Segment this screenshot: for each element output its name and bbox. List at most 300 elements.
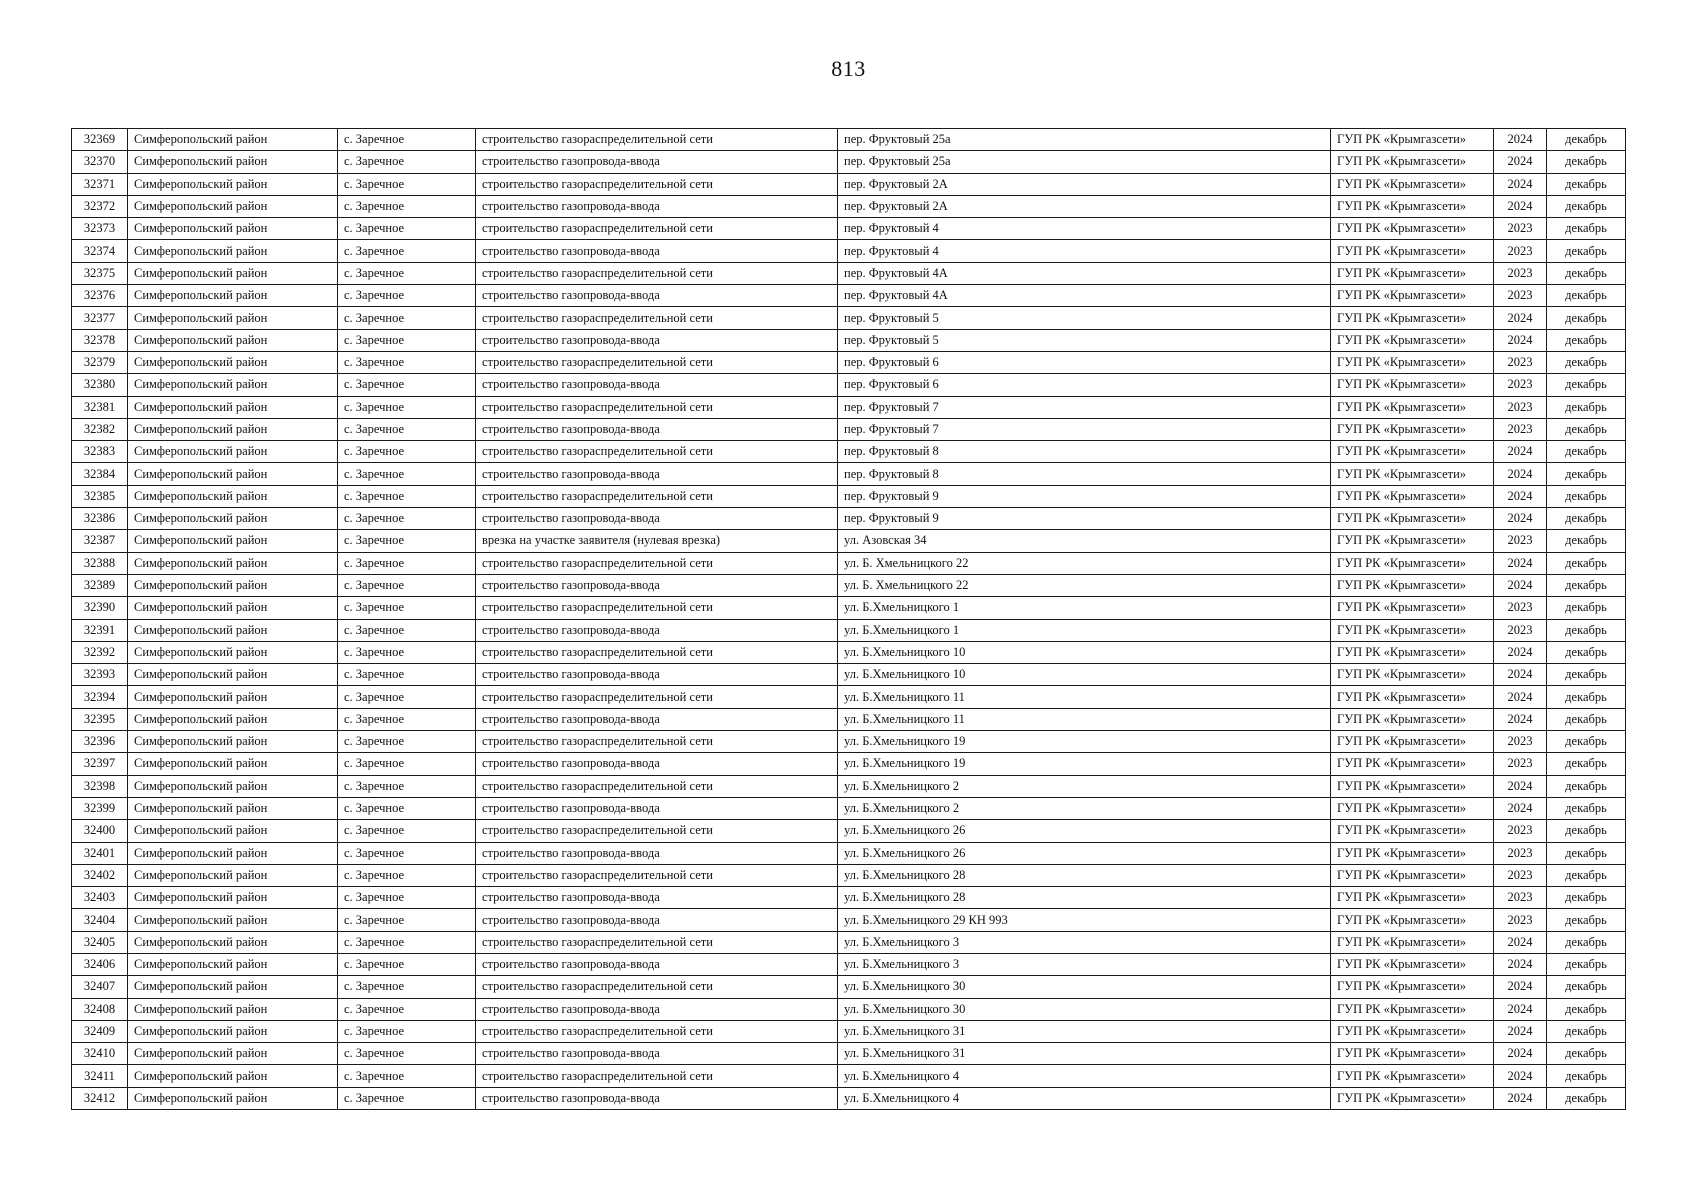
cell-organization: ГУП РК «Крымгазсети» xyxy=(1331,887,1494,909)
cell-address: ул. Азовская 34 xyxy=(838,530,1331,552)
table-row xyxy=(72,931,1626,953)
cell-address: ул. Б.Хмельницкого 31 xyxy=(838,1043,1331,1065)
cell-work-type: строительство газопровода-ввода xyxy=(476,329,838,351)
cell-settlement: с. Заречное xyxy=(338,619,476,641)
cell-work-type: строительство газопровода-ввода xyxy=(476,418,838,440)
table-row xyxy=(72,753,1626,775)
cell-row-number: 32384 xyxy=(72,463,128,485)
cell-organization: ГУП РК «Крымгазсети» xyxy=(1331,686,1494,708)
cell-year: 2024 xyxy=(1494,686,1547,708)
cell-year: 2024 xyxy=(1494,195,1547,217)
cell-district: Симферопольский район xyxy=(128,307,338,329)
table-row xyxy=(72,441,1626,463)
cell-district: Симферопольский район xyxy=(128,753,338,775)
cell-organization: ГУП РК «Крымгазсети» xyxy=(1331,1065,1494,1087)
cell-settlement: с. Заречное xyxy=(338,173,476,195)
cell-year: 2024 xyxy=(1494,708,1547,730)
cell-year: 2024 xyxy=(1494,953,1547,975)
cell-organization: ГУП РК «Крымгазсети» xyxy=(1331,240,1494,262)
cell-address: пер. Фруктовый 2А xyxy=(838,173,1331,195)
cell-row-number: 32407 xyxy=(72,976,128,998)
table-row xyxy=(72,998,1626,1020)
cell-year: 2024 xyxy=(1494,463,1547,485)
cell-address: ул. Б.Хмельницкого 29 КН 993 xyxy=(838,909,1331,931)
cell-month: декабрь xyxy=(1547,887,1626,909)
cell-month: декабрь xyxy=(1547,797,1626,819)
cell-district: Симферопольский район xyxy=(128,173,338,195)
cell-settlement: с. Заречное xyxy=(338,195,476,217)
cell-district: Симферопольский район xyxy=(128,797,338,819)
cell-district: Симферопольский район xyxy=(128,574,338,596)
cell-month: декабрь xyxy=(1547,508,1626,530)
cell-row-number: 32399 xyxy=(72,797,128,819)
table-row xyxy=(72,953,1626,975)
cell-address: ул. Б.Хмельницкого 4 xyxy=(838,1087,1331,1109)
cell-work-type: строительство газораспределительной сети xyxy=(476,731,838,753)
cell-organization: ГУП РК «Крымгазсети» xyxy=(1331,753,1494,775)
cell-district: Симферопольский район xyxy=(128,1020,338,1042)
cell-work-type: строительство газораспределительной сети xyxy=(476,129,838,151)
table-row xyxy=(72,485,1626,507)
cell-organization: ГУП РК «Крымгазсети» xyxy=(1331,463,1494,485)
cell-organization: ГУП РК «Крымгазсети» xyxy=(1331,998,1494,1020)
table-row xyxy=(72,418,1626,440)
cell-address: ул. Б.Хмельницкого 1 xyxy=(838,619,1331,641)
cell-year: 2024 xyxy=(1494,641,1547,663)
cell-row-number: 32406 xyxy=(72,953,128,975)
cell-month: декабрь xyxy=(1547,285,1626,307)
cell-organization: ГУП РК «Крымгазсети» xyxy=(1331,775,1494,797)
cell-organization: ГУП РК «Крымгазсети» xyxy=(1331,597,1494,619)
cell-organization: ГУП РК «Крымгазсети» xyxy=(1331,931,1494,953)
cell-settlement: с. Заречное xyxy=(338,374,476,396)
cell-address: ул. Б.Хмельницкого 28 xyxy=(838,864,1331,886)
cell-month: декабрь xyxy=(1547,574,1626,596)
cell-month: декабрь xyxy=(1547,976,1626,998)
cell-district: Симферопольский район xyxy=(128,1087,338,1109)
cell-year: 2023 xyxy=(1494,597,1547,619)
cell-organization: ГУП РК «Крымгазсети» xyxy=(1331,441,1494,463)
cell-work-type: строительство газораспределительной сети xyxy=(476,820,838,842)
cell-work-type: врезка на участке заявителя (нулевая врезка) xyxy=(476,530,838,552)
cell-work-type: строительство газораспределительной сети xyxy=(476,686,838,708)
cell-district: Симферопольский район xyxy=(128,619,338,641)
cell-district: Симферопольский район xyxy=(128,218,338,240)
cell-district: Симферопольский район xyxy=(128,396,338,418)
cell-row-number: 32369 xyxy=(72,129,128,151)
cell-organization: ГУП РК «Крымгазсети» xyxy=(1331,374,1494,396)
cell-row-number: 32393 xyxy=(72,664,128,686)
registry-body xyxy=(72,129,1626,1110)
cell-organization: ГУП РК «Крымгазсети» xyxy=(1331,664,1494,686)
cell-month: декабрь xyxy=(1547,552,1626,574)
cell-address: ул. Б.Хмельницкого 2 xyxy=(838,775,1331,797)
cell-district: Симферопольский район xyxy=(128,195,338,217)
cell-work-type: строительство газопровода-ввода xyxy=(476,842,838,864)
cell-address: пер. Фруктовый 4 xyxy=(838,240,1331,262)
cell-month: декабрь xyxy=(1547,396,1626,418)
cell-district: Симферопольский район xyxy=(128,708,338,730)
cell-year: 2024 xyxy=(1494,329,1547,351)
cell-organization: ГУП РК «Крымгазсети» xyxy=(1331,418,1494,440)
cell-work-type: строительство газопровода-ввода xyxy=(476,195,838,217)
table-row xyxy=(72,329,1626,351)
table-row xyxy=(72,574,1626,596)
cell-organization: ГУП РК «Крымгазсети» xyxy=(1331,307,1494,329)
cell-address: ул. Б.Хмельницкого 26 xyxy=(838,842,1331,864)
cell-month: декабрь xyxy=(1547,753,1626,775)
cell-work-type: строительство газораспределительной сети xyxy=(476,976,838,998)
cell-year: 2023 xyxy=(1494,530,1547,552)
cell-row-number: 32387 xyxy=(72,530,128,552)
cell-row-number: 32389 xyxy=(72,574,128,596)
cell-row-number: 32385 xyxy=(72,485,128,507)
cell-address: ул. Б.Хмельницкого 31 xyxy=(838,1020,1331,1042)
cell-organization: ГУП РК «Крымгазсети» xyxy=(1331,508,1494,530)
table-row xyxy=(72,641,1626,663)
cell-row-number: 32383 xyxy=(72,441,128,463)
cell-year: 2024 xyxy=(1494,775,1547,797)
cell-address: пер. Фруктовый 7 xyxy=(838,418,1331,440)
cell-district: Симферопольский район xyxy=(128,931,338,953)
cell-settlement: с. Заречное xyxy=(338,931,476,953)
cell-row-number: 32380 xyxy=(72,374,128,396)
cell-year: 2024 xyxy=(1494,1043,1547,1065)
table-row xyxy=(72,173,1626,195)
cell-settlement: с. Заречное xyxy=(338,552,476,574)
cell-district: Симферопольский район xyxy=(128,351,338,373)
cell-settlement: с. Заречное xyxy=(338,1020,476,1042)
cell-month: декабрь xyxy=(1547,463,1626,485)
cell-organization: ГУП РК «Крымгазсети» xyxy=(1331,1087,1494,1109)
cell-district: Симферопольский район xyxy=(128,887,338,909)
cell-row-number: 32386 xyxy=(72,508,128,530)
cell-settlement: с. Заречное xyxy=(338,708,476,730)
cell-year: 2024 xyxy=(1494,931,1547,953)
cell-work-type: строительство газораспределительной сети xyxy=(476,1020,838,1042)
cell-month: декабрь xyxy=(1547,173,1626,195)
cell-district: Симферопольский район xyxy=(128,731,338,753)
cell-year: 2024 xyxy=(1494,998,1547,1020)
cell-district: Симферопольский район xyxy=(128,262,338,284)
cell-month: декабрь xyxy=(1547,909,1626,931)
cell-month: декабрь xyxy=(1547,1087,1626,1109)
cell-month: декабрь xyxy=(1547,931,1626,953)
cell-row-number: 32372 xyxy=(72,195,128,217)
cell-month: декабрь xyxy=(1547,641,1626,663)
cell-row-number: 32382 xyxy=(72,418,128,440)
cell-year: 2024 xyxy=(1494,574,1547,596)
cell-district: Симферопольский район xyxy=(128,441,338,463)
cell-work-type: строительство газораспределительной сети xyxy=(476,262,838,284)
cell-settlement: с. Заречное xyxy=(338,574,476,596)
cell-month: декабрь xyxy=(1547,240,1626,262)
cell-row-number: 32370 xyxy=(72,151,128,173)
cell-month: декабрь xyxy=(1547,530,1626,552)
cell-row-number: 32381 xyxy=(72,396,128,418)
cell-address: пер. Фруктовый 4А xyxy=(838,285,1331,307)
cell-row-number: 32388 xyxy=(72,552,128,574)
cell-settlement: с. Заречное xyxy=(338,641,476,663)
cell-work-type: строительство газопровода-ввода xyxy=(476,664,838,686)
cell-settlement: с. Заречное xyxy=(338,351,476,373)
cell-settlement: с. Заречное xyxy=(338,775,476,797)
cell-month: декабрь xyxy=(1547,1020,1626,1042)
cell-row-number: 32390 xyxy=(72,597,128,619)
cell-work-type: строительство газораспределительной сети xyxy=(476,441,838,463)
cell-address: ул. Б.Хмельницкого 3 xyxy=(838,931,1331,953)
cell-row-number: 32405 xyxy=(72,931,128,953)
table-row xyxy=(72,285,1626,307)
cell-month: декабрь xyxy=(1547,864,1626,886)
cell-settlement: с. Заречное xyxy=(338,396,476,418)
table-row xyxy=(72,1043,1626,1065)
cell-row-number: 32404 xyxy=(72,909,128,931)
cell-year: 2023 xyxy=(1494,285,1547,307)
cell-district: Симферопольский район xyxy=(128,909,338,931)
cell-organization: ГУП РК «Крымгазсети» xyxy=(1331,708,1494,730)
cell-settlement: с. Заречное xyxy=(338,307,476,329)
cell-organization: ГУП РК «Крымгазсети» xyxy=(1331,864,1494,886)
table-row xyxy=(72,218,1626,240)
cell-year: 2024 xyxy=(1494,151,1547,173)
cell-settlement: с. Заречное xyxy=(338,998,476,1020)
cell-row-number: 32373 xyxy=(72,218,128,240)
cell-district: Симферопольский район xyxy=(128,530,338,552)
cell-address: пер. Фруктовый 25а xyxy=(838,151,1331,173)
cell-month: декабрь xyxy=(1547,775,1626,797)
cell-organization: ГУП РК «Крымгазсети» xyxy=(1331,976,1494,998)
table-row xyxy=(72,619,1626,641)
table-row xyxy=(72,508,1626,530)
cell-work-type: строительство газопровода-ввода xyxy=(476,753,838,775)
cell-district: Симферопольский район xyxy=(128,686,338,708)
cell-year: 2023 xyxy=(1494,218,1547,240)
cell-work-type: строительство газораспределительной сети xyxy=(476,396,838,418)
cell-address: пер. Фруктовый 9 xyxy=(838,485,1331,507)
cell-district: Симферопольский район xyxy=(128,485,338,507)
table-row xyxy=(72,820,1626,842)
cell-organization: ГУП РК «Крымгазсети» xyxy=(1331,953,1494,975)
cell-address: ул. Б.Хмельницкого 1 xyxy=(838,597,1331,619)
cell-month: декабрь xyxy=(1547,262,1626,284)
cell-address: ул. Б.Хмельницкого 28 xyxy=(838,887,1331,909)
cell-year: 2024 xyxy=(1494,1087,1547,1109)
cell-year: 2023 xyxy=(1494,909,1547,931)
cell-address: пер. Фруктовый 6 xyxy=(838,351,1331,373)
cell-year: 2023 xyxy=(1494,731,1547,753)
cell-address: пер. Фруктовый 8 xyxy=(838,441,1331,463)
table-row xyxy=(72,1065,1626,1087)
cell-month: декабрь xyxy=(1547,597,1626,619)
cell-settlement: с. Заречное xyxy=(338,418,476,440)
cell-work-type: строительство газопровода-ввода xyxy=(476,909,838,931)
table-row xyxy=(72,195,1626,217)
cell-district: Симферопольский район xyxy=(128,842,338,864)
table-row xyxy=(72,597,1626,619)
cell-row-number: 32396 xyxy=(72,731,128,753)
table-row xyxy=(72,240,1626,262)
cell-address: пер. Фруктовый 5 xyxy=(838,307,1331,329)
cell-address: ул. Б.Хмельницкого 4 xyxy=(838,1065,1331,1087)
cell-year: 2024 xyxy=(1494,797,1547,819)
table-row xyxy=(72,307,1626,329)
table-row xyxy=(72,664,1626,686)
cell-district: Симферопольский район xyxy=(128,976,338,998)
cell-row-number: 32398 xyxy=(72,775,128,797)
cell-settlement: с. Заречное xyxy=(338,262,476,284)
table-row xyxy=(72,731,1626,753)
cell-work-type: строительство газопровода-ввода xyxy=(476,240,838,262)
cell-month: декабрь xyxy=(1547,351,1626,373)
cell-address: ул. Б.Хмельницкого 10 xyxy=(838,664,1331,686)
cell-row-number: 32400 xyxy=(72,820,128,842)
cell-organization: ГУП РК «Крымгазсети» xyxy=(1331,129,1494,151)
cell-settlement: с. Заречное xyxy=(338,953,476,975)
cell-district: Симферопольский район xyxy=(128,508,338,530)
cell-organization: ГУП РК «Крымгазсети» xyxy=(1331,195,1494,217)
cell-settlement: с. Заречное xyxy=(338,887,476,909)
table-row xyxy=(72,909,1626,931)
cell-year: 2023 xyxy=(1494,887,1547,909)
cell-year: 2024 xyxy=(1494,1065,1547,1087)
cell-district: Симферопольский район xyxy=(128,820,338,842)
cell-organization: ГУП РК «Крымгазсети» xyxy=(1331,731,1494,753)
cell-address: ул. Б.Хмельницкого 30 xyxy=(838,998,1331,1020)
cell-year: 2024 xyxy=(1494,552,1547,574)
cell-address: ул. Б.Хмельницкого 30 xyxy=(838,976,1331,998)
table-row xyxy=(72,864,1626,886)
cell-address: пер. Фруктовый 25а xyxy=(838,129,1331,151)
cell-address: пер. Фруктовый 6 xyxy=(838,374,1331,396)
cell-row-number: 32395 xyxy=(72,708,128,730)
cell-district: Симферопольский район xyxy=(128,129,338,151)
cell-address: ул. Б.Хмельницкого 2 xyxy=(838,797,1331,819)
table-row xyxy=(72,775,1626,797)
cell-address: ул. Б.Хмельницкого 26 xyxy=(838,820,1331,842)
cell-work-type: строительство газопровода-ввода xyxy=(476,151,838,173)
cell-address: ул. Б.Хмельницкого 11 xyxy=(838,686,1331,708)
cell-settlement: с. Заречное xyxy=(338,864,476,886)
cell-district: Симферопольский район xyxy=(128,151,338,173)
cell-year: 2023 xyxy=(1494,820,1547,842)
cell-month: декабрь xyxy=(1547,820,1626,842)
cell-month: декабрь xyxy=(1547,842,1626,864)
table-row xyxy=(72,129,1626,151)
cell-settlement: с. Заречное xyxy=(338,731,476,753)
cell-month: декабрь xyxy=(1547,664,1626,686)
cell-organization: ГУП РК «Крымгазсети» xyxy=(1331,151,1494,173)
cell-work-type: строительство газопровода-ввода xyxy=(476,374,838,396)
cell-organization: ГУП РК «Крымгазсети» xyxy=(1331,909,1494,931)
cell-row-number: 32391 xyxy=(72,619,128,641)
cell-work-type: строительство газопровода-ввода xyxy=(476,1043,838,1065)
cell-year: 2024 xyxy=(1494,307,1547,329)
table-row xyxy=(72,374,1626,396)
cell-work-type: строительство газопровода-ввода xyxy=(476,887,838,909)
cell-organization: ГУП РК «Крымгазсети» xyxy=(1331,173,1494,195)
cell-settlement: с. Заречное xyxy=(338,285,476,307)
cell-address: ул. Б.Хмельницкого 10 xyxy=(838,641,1331,663)
gas-connection-registry-table xyxy=(71,128,1626,1110)
cell-organization: ГУП РК «Крымгазсети» xyxy=(1331,797,1494,819)
table-row xyxy=(72,552,1626,574)
cell-district: Симферопольский район xyxy=(128,998,338,1020)
cell-month: декабрь xyxy=(1547,731,1626,753)
cell-settlement: с. Заречное xyxy=(338,597,476,619)
cell-settlement: с. Заречное xyxy=(338,1065,476,1087)
cell-row-number: 32408 xyxy=(72,998,128,1020)
cell-year: 2024 xyxy=(1494,664,1547,686)
cell-row-number: 32392 xyxy=(72,641,128,663)
cell-address: ул. Б.Хмельницкого 11 xyxy=(838,708,1331,730)
cell-organization: ГУП РК «Крымгазсети» xyxy=(1331,641,1494,663)
cell-address: пер. Фруктовый 7 xyxy=(838,396,1331,418)
cell-settlement: с. Заречное xyxy=(338,151,476,173)
cell-year: 2023 xyxy=(1494,619,1547,641)
cell-row-number: 32394 xyxy=(72,686,128,708)
table-row xyxy=(72,887,1626,909)
cell-month: декабрь xyxy=(1547,418,1626,440)
cell-settlement: с. Заречное xyxy=(338,530,476,552)
page-number: 813 xyxy=(831,56,866,81)
table-row xyxy=(72,1087,1626,1109)
cell-row-number: 32397 xyxy=(72,753,128,775)
cell-district: Симферопольский район xyxy=(128,552,338,574)
cell-month: декабрь xyxy=(1547,619,1626,641)
cell-settlement: с. Заречное xyxy=(338,329,476,351)
table-row xyxy=(72,708,1626,730)
cell-work-type: строительство газопровода-ввода xyxy=(476,285,838,307)
cell-month: декабрь xyxy=(1547,374,1626,396)
cell-work-type: строительство газопровода-ввода xyxy=(476,508,838,530)
cell-year: 2023 xyxy=(1494,842,1547,864)
cell-year: 2023 xyxy=(1494,753,1547,775)
cell-organization: ГУП РК «Крымгазсети» xyxy=(1331,396,1494,418)
cell-month: декабрь xyxy=(1547,953,1626,975)
cell-row-number: 32376 xyxy=(72,285,128,307)
cell-organization: ГУП РК «Крымгазсети» xyxy=(1331,619,1494,641)
cell-organization: ГУП РК «Крымгазсети» xyxy=(1331,574,1494,596)
cell-settlement: с. Заречное xyxy=(338,664,476,686)
cell-district: Симферопольский район xyxy=(128,329,338,351)
cell-work-type: строительство газораспределительной сети xyxy=(476,218,838,240)
cell-year: 2023 xyxy=(1494,418,1547,440)
cell-work-type: строительство газопровода-ввода xyxy=(476,463,838,485)
cell-settlement: с. Заречное xyxy=(338,463,476,485)
cell-month: декабрь xyxy=(1547,485,1626,507)
cell-month: декабрь xyxy=(1547,195,1626,217)
cell-row-number: 32374 xyxy=(72,240,128,262)
cell-work-type: строительство газопровода-ввода xyxy=(476,708,838,730)
cell-year: 2024 xyxy=(1494,173,1547,195)
cell-work-type: строительство газораспределительной сети xyxy=(476,864,838,886)
cell-organization: ГУП РК «Крымгазсети» xyxy=(1331,329,1494,351)
cell-row-number: 32410 xyxy=(72,1043,128,1065)
cell-address: пер. Фруктовый 5 xyxy=(838,329,1331,351)
cell-row-number: 32377 xyxy=(72,307,128,329)
cell-work-type: строительство газораспределительной сети xyxy=(476,552,838,574)
table-row xyxy=(72,151,1626,173)
cell-organization: ГУП РК «Крымгазсети» xyxy=(1331,218,1494,240)
cell-address: ул. Б. Хмельницкого 22 xyxy=(838,574,1331,596)
cell-settlement: с. Заречное xyxy=(338,686,476,708)
table-row xyxy=(72,530,1626,552)
cell-settlement: с. Заречное xyxy=(338,820,476,842)
cell-work-type: строительство газораспределительной сети xyxy=(476,1065,838,1087)
cell-year: 2024 xyxy=(1494,976,1547,998)
cell-district: Симферопольский район xyxy=(128,864,338,886)
